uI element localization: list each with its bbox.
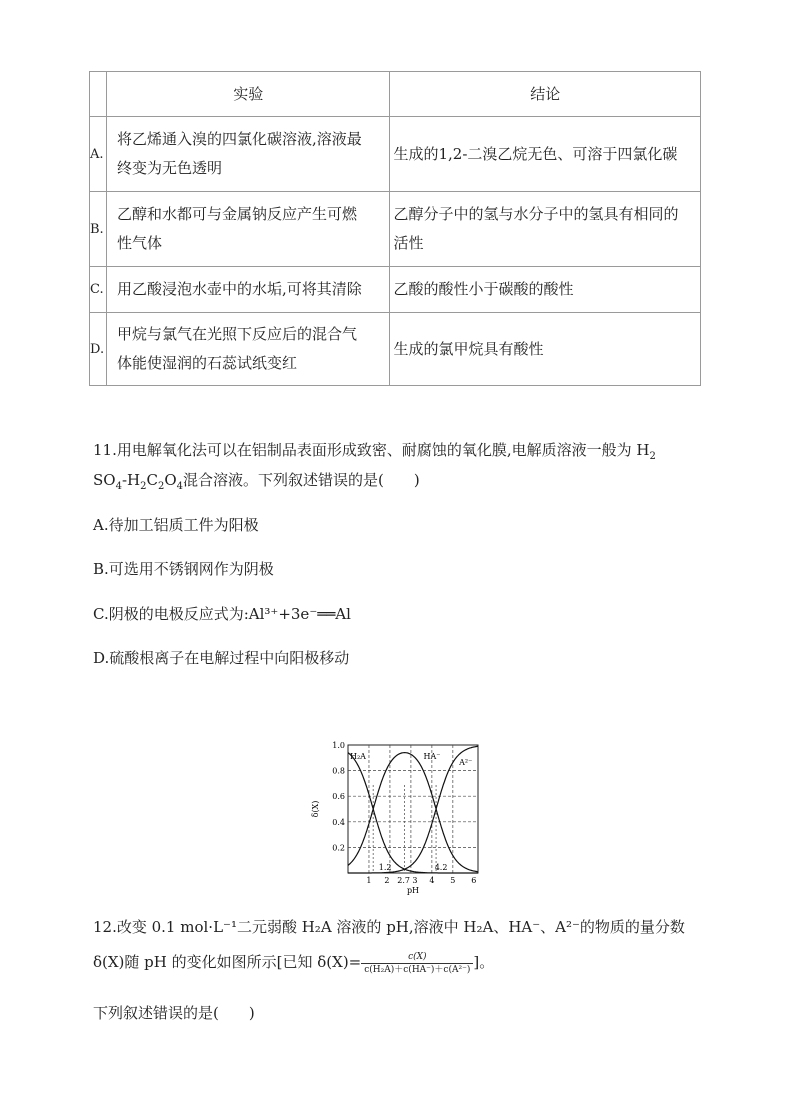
q11-text: C [146,471,158,489]
row-label: C. [90,267,107,313]
row-conclusion [390,192,701,267]
experiment-line: 用乙酸浸泡水壶中的水垢,可将其清除 [117,280,362,298]
q11-option-c: C.阴极的电极反应式为:Al³⁺+3e⁻══Al [93,605,351,623]
x-tick-label: 5 [450,876,456,885]
row-label: B. [90,192,107,267]
fraction-numerator: c(X) [361,951,473,964]
subscript: 4 [176,481,184,492]
experiment-line: 体能使湿润的石蕊试纸变红 [117,354,298,372]
x-tick-label: 6 [471,876,477,885]
q11-option-b: B.可选用不锈钢网作为阴极 [93,560,274,578]
subscript: 2 [140,481,147,492]
row-conclusion [390,117,701,192]
row-label: A. [90,117,107,192]
pka1-label: 1.2 [378,863,392,872]
experiment-line: 乙醇和水都可与金属钠反应产生可燃 [117,205,358,223]
y-tick-label: 1.0 [332,741,345,750]
experiment-line: 终变为无色透明 [117,159,223,177]
fraction-denominator: c(H₂A)＋c(HA⁻)＋c(A²⁻) [364,964,471,975]
row-experiment [107,192,390,267]
series-label-h2a: H₂A [350,752,366,761]
row-conclusion [390,313,701,386]
table-row [90,313,701,386]
pka2-label: 4.2 [434,863,448,872]
q11-text: 11.用电解氧化法可以在铝制品表面形成致密、耐腐蚀的氧化膜,电解质溶液一般为 H [93,441,650,459]
y-tick-label: 0.6 [332,792,345,802]
q11-text: O [164,471,177,489]
header-blank [90,72,107,117]
table-row [90,267,701,313]
header-experiment: 实验 [107,72,390,117]
series-label-a2: A²⁻ [459,758,473,767]
conclusion-text: 乙酸的酸性小于碳酸的酸性 [393,280,574,298]
row-experiment [107,313,390,386]
q12-text: δ(X)随 pH 的变化如图所示[已知 δ(X)= [93,953,362,971]
series-label-ha: HA⁻ [423,752,441,761]
x-tick-label: 1 [366,876,372,885]
y-tick-label: 0.4 [332,817,345,827]
x-tick-label: 4 [429,876,435,885]
y-tick-label: 0.8 [332,766,345,776]
y-tick-label: 0.2 [332,843,345,853]
q11-option-d: D.硫酸根离子在电解过程中向阳极移动 [93,649,350,667]
q12-line1: 12.改变 0.1 mol·L⁻¹二元弱酸 H₂A 溶液的 pH,溶液中 H₂A、HA⁻、A²⁻的物质的量分数 [93,918,685,936]
q11-line1 [93,437,656,470]
q11-text: 混合溶液。下列叙述错误的是( ) [183,471,420,489]
x-axis-label: pH [406,886,420,895]
row-experiment [107,267,390,313]
subscript: 4 [115,481,122,492]
q11-line2 [93,467,420,500]
distribution-chart [310,735,490,895]
row-conclusion [390,267,701,313]
q11-text: SO [93,471,116,489]
q12-line2 [93,949,494,976]
subscript: 2 [157,481,165,492]
conclusion-text: 生成的氯甲烷具有酸性 [393,339,544,358]
experiment-line: 将乙烯通入溴的四氯化碳溶液,溶液最 [117,130,362,148]
x-tick-label: 2.7 [397,876,410,885]
experiment-line: 性气体 [117,234,163,252]
table-row [90,192,701,267]
q11-option-a: A.待加工铝质工件为阳极 [93,516,259,534]
q12-line3: 下列叙述错误的是( ) [93,1004,255,1022]
table-header-row [90,72,701,117]
y-axis-label: δ(X) [311,800,320,818]
x-tick-label: 2 [384,876,390,885]
conclusion-line: 乙醇分子中的氢与水分子中的氢具有相同的 [393,205,679,223]
experiment-table [89,71,701,386]
conclusion-line: 活性 [393,234,424,252]
table-row [90,117,701,192]
row-experiment [107,117,390,192]
row-label: D. [90,313,107,386]
delta-fraction [361,951,473,976]
x-tick-label: 3 [412,876,418,885]
q11-text: -H [121,471,141,489]
q12-text: ]。 [473,953,495,971]
experiment-line: 甲烷与氯气在光照下反应后的混合气 [117,325,358,343]
conclusion-text: 生成的1,2-二溴乙烷无色、可溶于四氯化碳 [393,144,678,163]
subscript: 2 [649,451,656,462]
header-conclusion: 结论 [390,72,701,117]
